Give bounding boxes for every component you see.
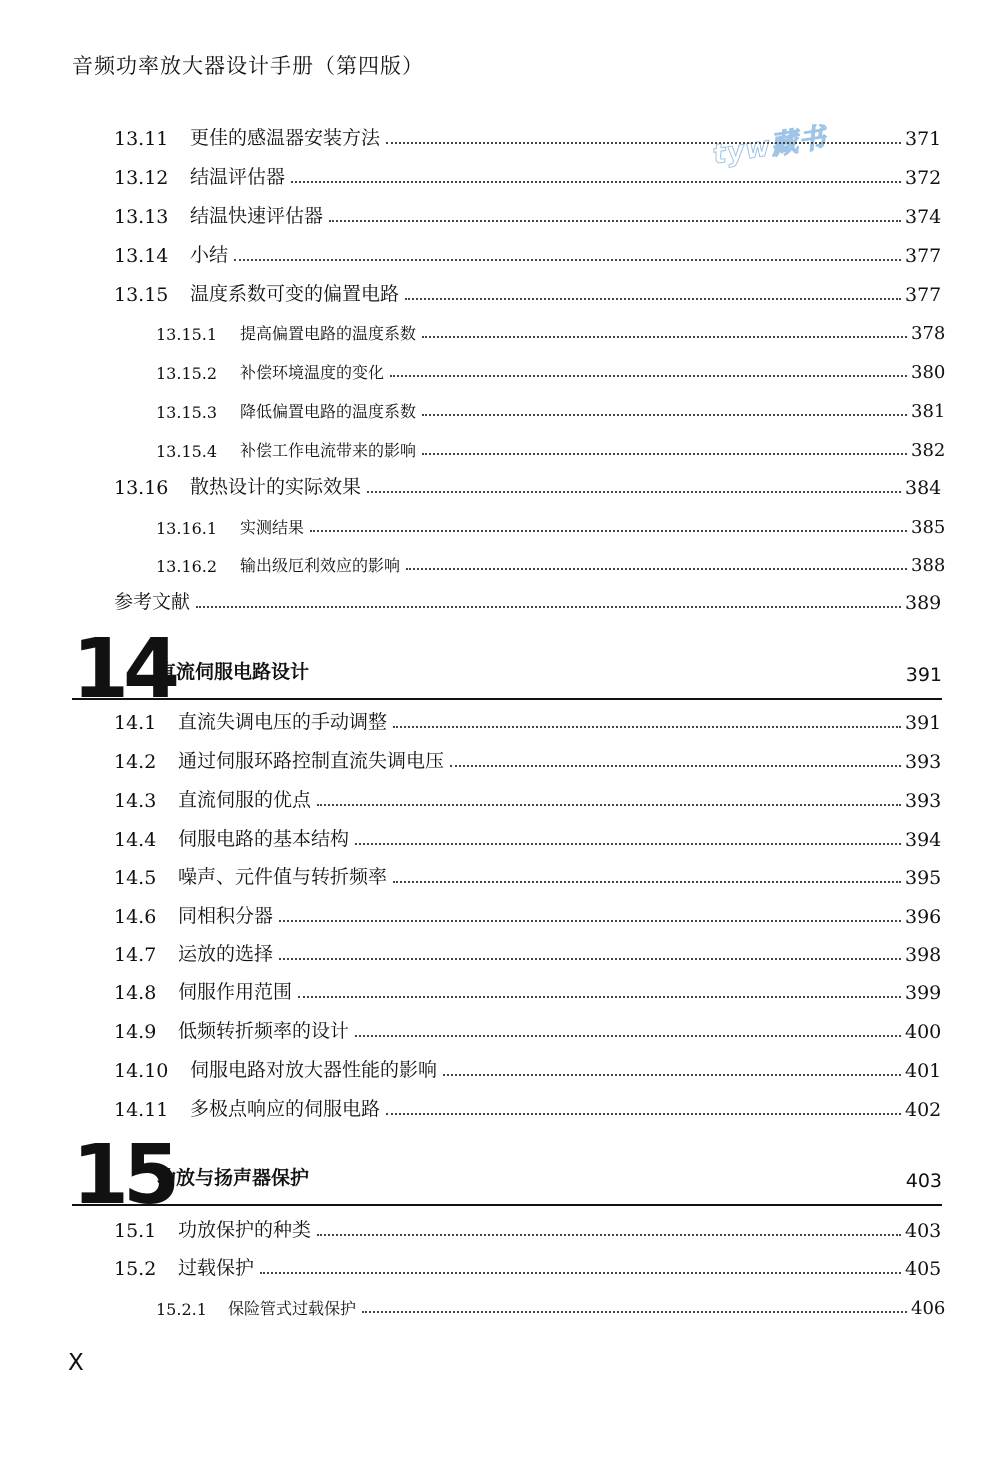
section-title: 过载保护 — [178, 1257, 255, 1279]
toc-entry-14-9[interactable] — [0, 1013, 983, 1043]
dot-leader — [260, 1272, 901, 1274]
dot-leader — [234, 259, 901, 261]
dot-leader — [443, 1074, 901, 1076]
section-title: 补偿环境温度的变化 — [240, 363, 385, 382]
section-title: 实测结果 — [240, 518, 305, 537]
dot-leader — [310, 530, 907, 532]
dot-leader — [386, 142, 901, 144]
section-number: 15.1 — [114, 1220, 157, 1242]
page-number: 391 — [905, 712, 942, 734]
section-title: 多极点响应的伺服电路 — [190, 1098, 381, 1120]
section-number: 14.1 — [114, 712, 157, 734]
toc-entry-15-1[interactable] — [0, 1212, 983, 1242]
section-title: 直流失调电压的手动调整 — [178, 711, 388, 733]
toc-entry-14-8[interactable] — [0, 974, 983, 1004]
page-number: 403 — [905, 1220, 942, 1242]
section-title: 直流伺服的优点 — [178, 789, 312, 811]
dot-leader — [279, 920, 901, 922]
section-number: 14.4 — [114, 829, 157, 851]
toc-entry-references[interactable] — [0, 584, 983, 614]
page-number: 385 — [911, 517, 946, 538]
page-number: 377 — [905, 284, 942, 306]
section-number: 14.7 — [114, 944, 157, 966]
page-number: 394 — [905, 829, 942, 851]
toc-entry-13-11[interactable] — [0, 120, 983, 150]
section-title: 温度系数可变的偏置电路 — [190, 283, 400, 305]
section-number: 13.16.2 — [156, 557, 218, 576]
section-title: 补偿工作电流带来的影响 — [240, 441, 417, 460]
page-number: 405 — [905, 1258, 942, 1280]
section-number: 14.6 — [114, 906, 157, 928]
toc-entry-14-2[interactable] — [0, 743, 983, 773]
toc-entry-14-6[interactable] — [0, 898, 983, 928]
page-folio: X — [68, 1350, 84, 1376]
section-title: 伺服作用范围 — [178, 981, 293, 1003]
toc-entry-13-15-4[interactable] — [0, 431, 983, 461]
section-title: 结温评估器 — [190, 166, 286, 188]
section-number: 14.8 — [114, 982, 157, 1004]
toc-entry-13-16-1[interactable] — [0, 508, 983, 538]
page-number: 402 — [905, 1099, 942, 1121]
section-number: 15.2.1 — [156, 1300, 207, 1319]
dot-leader — [367, 491, 901, 493]
section-title: 功放保护的种类 — [178, 1219, 312, 1241]
section-number: 15.2 — [114, 1258, 157, 1280]
chapter-page-number: 391 — [905, 664, 942, 686]
dot-leader — [279, 958, 901, 960]
page-number: 395 — [905, 867, 942, 889]
dot-leader — [406, 568, 907, 570]
toc-entry-13-15-3[interactable] — [0, 392, 983, 422]
section-title: 结温快速评估器 — [190, 205, 324, 227]
page-number: 389 — [905, 592, 942, 614]
toc-entry-13-15[interactable] — [0, 276, 983, 306]
page-number: 401 — [905, 1060, 942, 1082]
toc-entry-13-12[interactable] — [0, 159, 983, 189]
chapter-title: 直流伺服电路设计 — [157, 661, 310, 683]
section-title: 散热设计的实际效果 — [190, 476, 362, 498]
toc-entry-14-7[interactable] — [0, 936, 983, 966]
chapter-number: 14 — [72, 622, 175, 717]
section-number: 14.10 — [114, 1060, 169, 1082]
toc-entry-14-10[interactable] — [0, 1052, 983, 1082]
dot-leader — [298, 996, 901, 998]
section-number: 14.5 — [114, 867, 157, 889]
page-number: 381 — [911, 401, 946, 422]
section-title: 参考文献 — [114, 591, 191, 613]
toc-entry-13-13[interactable] — [0, 198, 983, 228]
section-title: 伺服电路的基本结构 — [178, 828, 350, 850]
section-title: 保险管式过载保护 — [228, 1299, 357, 1318]
page-number: 380 — [911, 362, 946, 383]
dot-leader — [317, 804, 901, 806]
section-title: 运放的选择 — [178, 943, 274, 965]
chapter-title: 功放与扬声器保护 — [157, 1167, 310, 1189]
dot-leader — [329, 220, 901, 222]
section-number: 14.2 — [114, 751, 157, 773]
dot-leader — [450, 765, 901, 767]
watermark-stamp: tyw藏书 — [710, 122, 829, 171]
section-title: 输出级厄利效应的影响 — [240, 556, 401, 575]
page-number: 372 — [905, 167, 942, 189]
dot-leader — [422, 414, 907, 416]
section-title: 通过伺服环路控制直流失调电压 — [178, 750, 445, 772]
section-number: 13.15.4 — [156, 442, 218, 461]
toc-entry-15-2[interactable] — [0, 1250, 983, 1280]
section-number: 13.16 — [114, 477, 169, 499]
chapter-page-number: 403 — [905, 1170, 942, 1192]
section-number: 13.16.1 — [156, 519, 218, 538]
page-number: 406 — [911, 1298, 946, 1319]
section-title: 提高偏置电路的温度系数 — [240, 324, 417, 343]
section-number: 13.15.3 — [156, 403, 218, 422]
toc-entry-13-15-1[interactable] — [0, 314, 983, 344]
page-number: 384 — [905, 477, 942, 499]
section-title: 噪声、元件值与转折频率 — [178, 866, 388, 888]
dot-leader — [317, 1234, 901, 1236]
section-title: 更佳的感温器安装方法 — [190, 127, 381, 149]
toc-entry-14-3[interactable] — [0, 782, 983, 812]
page-number: 400 — [905, 1021, 942, 1043]
section-number: 13.14 — [114, 245, 169, 267]
section-number: 13.15.1 — [156, 325, 218, 344]
page-number: 377 — [905, 245, 942, 267]
dot-leader — [362, 1311, 907, 1313]
section-number: 13.11 — [114, 128, 169, 150]
section-number: 14.9 — [114, 1021, 157, 1043]
dot-leader — [355, 843, 901, 845]
section-title: 降低偏置电路的温度系数 — [240, 402, 417, 421]
toc-entry-13-16[interactable] — [0, 469, 983, 499]
running-header-title: 音频功率放大器设计手册（第四版） — [72, 54, 424, 78]
chapter-number: 15 — [72, 1128, 175, 1223]
section-number: 14.3 — [114, 790, 157, 812]
page-number: 393 — [905, 790, 942, 812]
section-number: 13.15 — [114, 284, 169, 306]
dot-leader — [393, 726, 901, 728]
page-number: 399 — [905, 982, 942, 1004]
section-number: 14.11 — [114, 1099, 169, 1121]
page-number: 393 — [905, 751, 942, 773]
page-number: 371 — [905, 128, 942, 150]
toc-entry-14-11[interactable] — [0, 1091, 983, 1121]
dot-leader — [422, 336, 907, 338]
toc-entry-14-1[interactable] — [0, 704, 983, 734]
dot-leader — [291, 181, 901, 183]
toc-entry-13-16-2[interactable] — [0, 546, 983, 576]
dot-leader — [390, 375, 907, 377]
toc-entry-13-14[interactable] — [0, 237, 983, 267]
page-number: 374 — [905, 206, 942, 228]
dot-leader — [422, 453, 907, 455]
page-number: 382 — [911, 440, 946, 461]
section-title: 低频转折频率的设计 — [178, 1020, 350, 1042]
section-title: 同相积分器 — [178, 905, 274, 927]
dot-leader — [196, 606, 901, 608]
dot-leader — [393, 881, 901, 883]
toc-entry-13-15-2[interactable] — [0, 353, 983, 383]
toc-entry-14-5[interactable] — [0, 859, 983, 889]
dot-leader — [405, 298, 901, 300]
chapter-heading-14[interactable] — [72, 622, 942, 717]
section-title: 伺服电路对放大器性能的影响 — [190, 1059, 438, 1081]
chapter-heading-15[interactable] — [72, 1128, 942, 1223]
toc-entry-15-2-1[interactable] — [0, 1289, 983, 1319]
dot-leader — [386, 1113, 901, 1115]
section-number: 13.12 — [114, 167, 169, 189]
dot-leader — [355, 1035, 901, 1037]
page-number: 378 — [911, 323, 946, 344]
page-number: 388 — [911, 555, 946, 576]
section-number: 13.15.2 — [156, 364, 218, 383]
page-number: 398 — [905, 944, 942, 966]
section-number: 13.13 — [114, 206, 169, 228]
toc-entry-14-4[interactable] — [0, 821, 983, 851]
section-title: 小结 — [190, 244, 229, 266]
page-number: 396 — [905, 906, 942, 928]
